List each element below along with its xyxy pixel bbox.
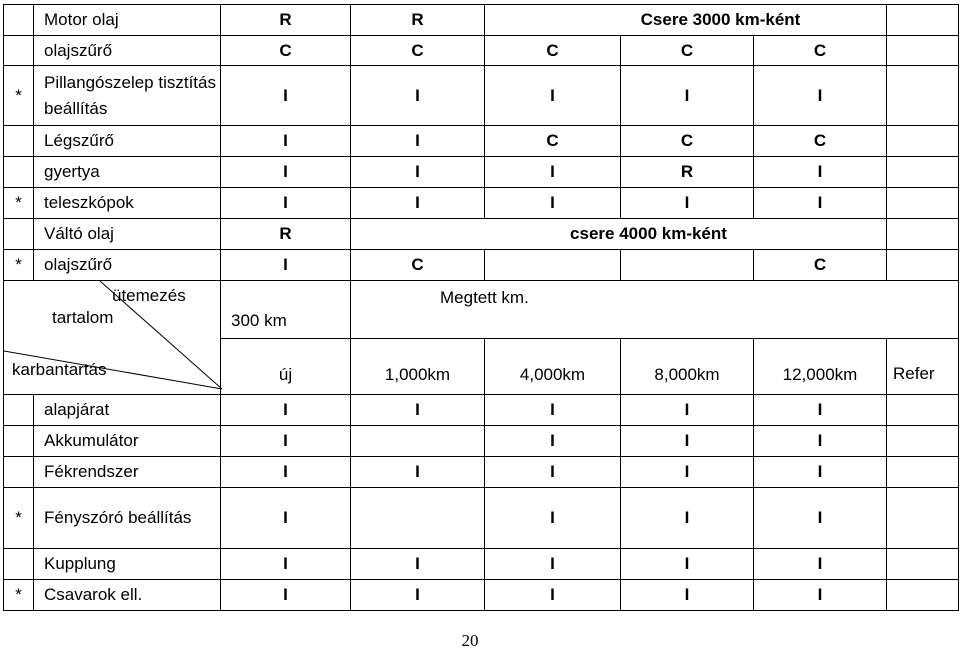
item-label: olajszűrő bbox=[34, 250, 221, 281]
cell-value: R bbox=[221, 5, 351, 36]
cell-value bbox=[485, 250, 621, 281]
cell-value: I bbox=[621, 488, 754, 549]
star-marker bbox=[4, 5, 34, 36]
cell-value: I bbox=[754, 457, 887, 488]
cell-value: I bbox=[754, 580, 887, 611]
star-marker: * bbox=[4, 66, 34, 126]
cell-value: I bbox=[351, 580, 485, 611]
first-service-label: 300 km bbox=[221, 281, 351, 339]
refer-cell bbox=[887, 488, 959, 549]
cell-value: I bbox=[351, 549, 485, 580]
cell-value: C bbox=[485, 36, 621, 66]
refer-cell bbox=[887, 580, 959, 611]
cell-value: I bbox=[221, 126, 351, 157]
item-label: Pillangószelep tisztítás beállítás bbox=[34, 66, 221, 126]
cell-value: I bbox=[485, 488, 621, 549]
table-row bbox=[4, 250, 959, 281]
cell-value: I bbox=[221, 395, 351, 426]
star-marker: * bbox=[4, 580, 34, 611]
header-blank bbox=[887, 281, 959, 339]
item-label: gyertya bbox=[34, 157, 221, 188]
cell-value: I bbox=[485, 66, 621, 126]
cell-value: I bbox=[351, 457, 485, 488]
cell-value: I bbox=[221, 188, 351, 219]
column-header: 8,000km bbox=[621, 339, 754, 395]
cell-value: I bbox=[621, 66, 754, 126]
cell-value: I bbox=[221, 549, 351, 580]
cell-value: I bbox=[221, 426, 351, 457]
cell-value: I bbox=[485, 426, 621, 457]
cell-value: I bbox=[754, 157, 887, 188]
table-row bbox=[4, 580, 959, 611]
refer-cell bbox=[887, 66, 959, 126]
item-label: Váltó olaj bbox=[34, 219, 221, 250]
cell-value: I bbox=[621, 426, 754, 457]
schedule-label: ütemezés bbox=[112, 286, 186, 305]
cell-value bbox=[351, 426, 485, 457]
cell-value: C bbox=[621, 126, 754, 157]
cell-value: I bbox=[351, 188, 485, 219]
refer-cell bbox=[887, 549, 959, 580]
star-marker bbox=[4, 395, 34, 426]
cell-value: I bbox=[621, 188, 754, 219]
content-label: tartalom bbox=[52, 308, 114, 327]
cell-value: I bbox=[754, 66, 887, 126]
table-row bbox=[4, 488, 959, 549]
cell-value: I bbox=[221, 488, 351, 549]
maintenance-label: karbantartás bbox=[12, 360, 107, 379]
interval-note: csere 4000 km-ként bbox=[351, 219, 887, 250]
table-row bbox=[4, 395, 959, 426]
cell-value: C bbox=[754, 36, 887, 66]
table-row bbox=[4, 549, 959, 580]
cell-value: I bbox=[485, 580, 621, 611]
cell-value: I bbox=[485, 457, 621, 488]
table-row bbox=[4, 457, 959, 488]
distance-label: Megtett km. bbox=[351, 281, 621, 339]
item-label: olajszűrő bbox=[34, 36, 221, 66]
cell-value: I bbox=[754, 395, 887, 426]
header-row bbox=[4, 281, 959, 339]
cell-value: I bbox=[351, 157, 485, 188]
star-marker bbox=[4, 549, 34, 580]
star-marker: * bbox=[4, 250, 34, 281]
cell-value bbox=[351, 488, 485, 549]
refer-cell bbox=[887, 250, 959, 281]
star-marker: * bbox=[4, 488, 34, 549]
table-row bbox=[4, 66, 959, 126]
item-label: Légszűrő bbox=[34, 126, 221, 157]
cell-value: I bbox=[351, 395, 485, 426]
cell-value: I bbox=[485, 549, 621, 580]
cell-value bbox=[621, 250, 754, 281]
cell-value: I bbox=[221, 157, 351, 188]
cell-value: C bbox=[754, 126, 887, 157]
cell-value: I bbox=[621, 395, 754, 426]
table-row bbox=[4, 219, 959, 250]
cell-value: I bbox=[351, 126, 485, 157]
refer-cell bbox=[887, 395, 959, 426]
item-label: Fényszóró beállítás bbox=[34, 488, 221, 549]
table-row bbox=[4, 5, 959, 36]
table-row bbox=[4, 188, 959, 219]
star-marker bbox=[4, 457, 34, 488]
table-row bbox=[4, 157, 959, 188]
refer-header: Refer bbox=[887, 339, 959, 395]
item-label: Akkumulátor bbox=[34, 426, 221, 457]
header-blank bbox=[621, 281, 887, 339]
column-header: 12,000km bbox=[754, 339, 887, 395]
cell-value: I bbox=[621, 457, 754, 488]
item-label: Kupplung bbox=[34, 549, 221, 580]
cell-value: C bbox=[621, 36, 754, 66]
cell-value: I bbox=[754, 549, 887, 580]
cell-value: C bbox=[485, 126, 621, 157]
item-label: Csavarok ell. bbox=[34, 580, 221, 611]
cell-value: I bbox=[754, 426, 887, 457]
refer-cell bbox=[887, 457, 959, 488]
star-marker bbox=[4, 426, 34, 457]
column-header: új bbox=[221, 339, 351, 395]
star-marker bbox=[4, 36, 34, 66]
cell-value: I bbox=[221, 250, 351, 281]
cell-value: I bbox=[221, 457, 351, 488]
cell-value: C bbox=[221, 36, 351, 66]
table-row bbox=[4, 36, 959, 66]
diagonal-header-cell bbox=[4, 281, 221, 395]
item-label: alapjárat bbox=[34, 395, 221, 426]
item-label: Fékrendszer bbox=[34, 457, 221, 488]
cell-value: I bbox=[351, 66, 485, 126]
refer-cell bbox=[887, 36, 959, 66]
maintenance-schedule-table bbox=[3, 4, 959, 611]
star-marker bbox=[4, 157, 34, 188]
refer-cell bbox=[887, 188, 959, 219]
cell-value: R bbox=[351, 5, 485, 36]
cell-value: I bbox=[621, 549, 754, 580]
cell-value: I bbox=[485, 157, 621, 188]
refer-cell bbox=[887, 426, 959, 457]
refer-cell bbox=[887, 219, 959, 250]
cell-value: I bbox=[621, 580, 754, 611]
column-header: 1,000km bbox=[351, 339, 485, 395]
cell-value: R bbox=[621, 157, 754, 188]
cell-value: I bbox=[485, 395, 621, 426]
refer-cell bbox=[887, 5, 959, 36]
star-marker bbox=[4, 126, 34, 157]
item-label: teleszkópok bbox=[34, 188, 221, 219]
interval-note: Csere 3000 km-ként bbox=[485, 5, 887, 36]
refer-cell bbox=[887, 157, 959, 188]
page-number: 20 bbox=[461, 631, 479, 650]
table-row bbox=[4, 126, 959, 157]
item-label: Motor olaj bbox=[34, 5, 221, 36]
cell-value: I bbox=[754, 188, 887, 219]
cell-value: C bbox=[754, 250, 887, 281]
star-marker: * bbox=[4, 188, 34, 219]
refer-cell bbox=[887, 126, 959, 157]
cell-value: I bbox=[221, 580, 351, 611]
cell-value: I bbox=[485, 188, 621, 219]
column-header: 4,000km bbox=[485, 339, 621, 395]
table-row bbox=[4, 426, 959, 457]
star-marker bbox=[4, 219, 34, 250]
cell-value: C bbox=[351, 36, 485, 66]
cell-value: R bbox=[221, 219, 351, 250]
cell-value: I bbox=[754, 488, 887, 549]
cell-value: C bbox=[351, 250, 485, 281]
cell-value: I bbox=[221, 66, 351, 126]
